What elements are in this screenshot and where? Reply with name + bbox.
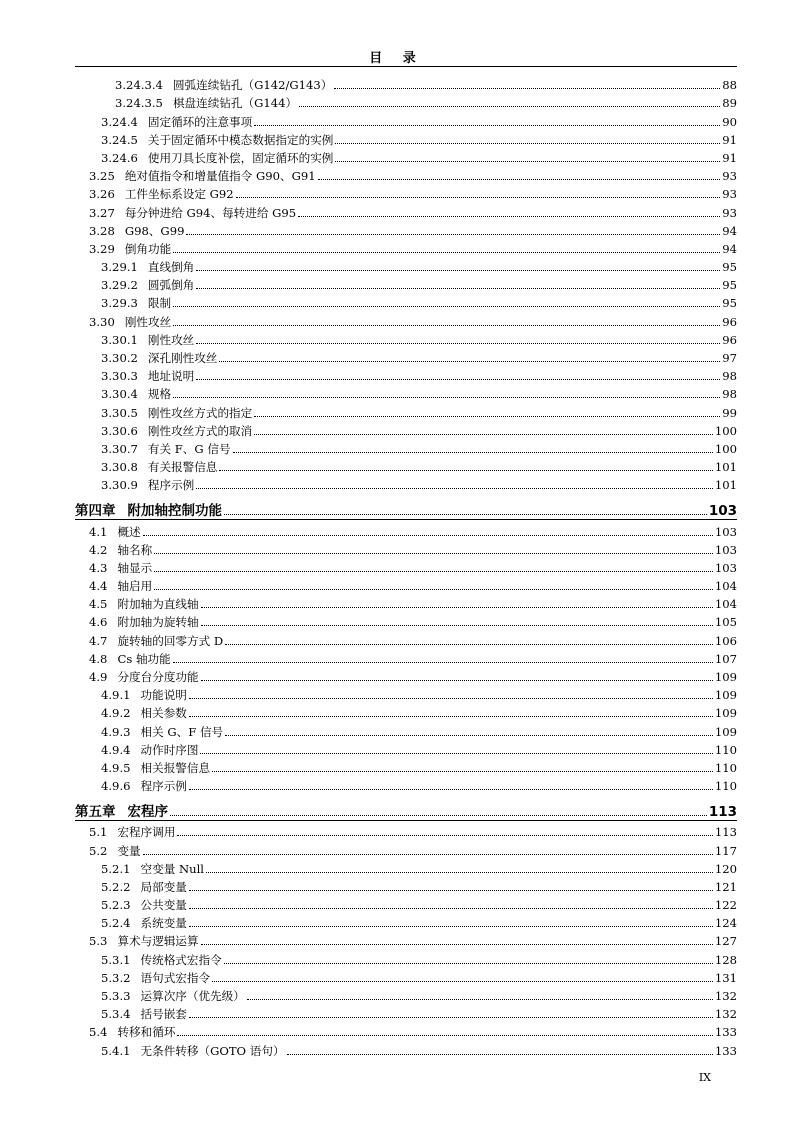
toc-entry-title: 轴名称 (117, 542, 153, 557)
toc-entry-number: 4.8 (89, 651, 108, 666)
dot-leader (143, 853, 713, 855)
toc-entry-page: 100 (714, 441, 737, 456)
toc-entry-title: 运算次序（优先级） (140, 989, 245, 1003)
toc-entry-number: 3.30.4 (101, 387, 138, 402)
toc-entry[interactable] (75, 629, 737, 647)
toc-entry[interactable] (75, 593, 737, 611)
toc-entry[interactable] (75, 147, 737, 165)
toc-entry-number: 3.29.2 (101, 278, 138, 293)
toc-entry-page: 132 (714, 1007, 737, 1022)
toc-entry-number: 第五章 (75, 804, 116, 821)
toc-entry-page: 97 (722, 351, 737, 365)
toc-entry-title: 功能说明 (140, 688, 187, 703)
toc-entry-page: 128 (714, 952, 737, 967)
toc-entry-number: 4.7 (89, 633, 108, 648)
toc-entry[interactable] (75, 684, 737, 702)
toc-entry[interactable] (75, 420, 737, 438)
toc-entry-number: 5.3.4 (101, 1007, 131, 1022)
dot-leader (225, 734, 713, 736)
toc-entry-title: 空变量 Null (140, 861, 204, 876)
toc-entry-number: 5.3.1 (101, 952, 131, 967)
toc-entry-page: 132 (714, 989, 737, 1003)
toc-entry-page: 113 (708, 804, 737, 821)
toc-entry-page: 93 (722, 187, 737, 202)
toc-entry[interactable] (75, 757, 737, 775)
toc-entry-number: 4.9.1 (101, 688, 131, 703)
toc-entry[interactable] (75, 456, 737, 474)
dot-leader (173, 324, 720, 326)
toc-entry-title: 倒角功能 (124, 241, 172, 256)
dot-leader (154, 570, 713, 572)
toc-entry-title: 语句式宏指令 (140, 970, 211, 985)
toc-entry-page: 99 (722, 405, 737, 420)
toc-entry[interactable] (75, 821, 737, 839)
dot-leader (154, 552, 713, 554)
toc-entry-page: 133 (714, 1043, 737, 1058)
toc-entry-number: 5.2.1 (101, 861, 131, 876)
toc-entry[interactable] (75, 948, 737, 966)
toc-entry-number: 3.29.1 (101, 260, 138, 275)
dot-leader (299, 105, 720, 107)
toc-entry[interactable] (75, 894, 737, 912)
toc-entry-number: 3.30.8 (101, 460, 138, 475)
toc-entry-title: 附加轴控制功能 (127, 503, 222, 520)
toc-entry-number: 3.24.6 (101, 150, 138, 165)
toc-entry-page: 122 (714, 898, 737, 913)
toc-entry-title: 轴显示 (117, 560, 153, 575)
toc-entry-page: 89 (722, 96, 737, 111)
dot-leader (318, 178, 721, 180)
toc-entry-page: 103 (714, 560, 737, 575)
toc-entry-page: 93 (722, 205, 737, 220)
dot-leader (196, 342, 720, 344)
toc-entry-number: 3.24.4 (101, 114, 138, 129)
toc-entry-page: 98 (722, 387, 737, 402)
toc-entry-page: 120 (714, 861, 737, 876)
toc-entry-number: 3.30 (89, 314, 115, 329)
toc-entry[interactable] (75, 292, 737, 310)
toc-entry-page: 90 (722, 114, 737, 129)
toc-entry-number: 4.5 (89, 597, 108, 612)
toc-entry[interactable] (75, 165, 737, 183)
toc-entry-title: 公共变量 (140, 898, 187, 913)
toc-entry-page: 117 (714, 843, 737, 858)
toc-entry[interactable] (75, 520, 737, 538)
toc-entry-title: 固定循环的注意事项 (147, 114, 253, 129)
dot-leader (335, 160, 720, 162)
toc-entry-number: 3.30.9 (101, 478, 138, 493)
toc-entry-title: 刚性攻丝方式的取消 (147, 423, 253, 438)
toc-entry-number: 3.30.5 (101, 405, 138, 420)
toc-entry-page: 109 (714, 724, 737, 739)
toc-entry-page: 127 (714, 934, 737, 949)
toc-entry-title: 变量 (117, 843, 141, 858)
toc-entry-title: 括号嵌套 (140, 1007, 187, 1022)
dot-leader (224, 962, 713, 964)
toc-entry-title: 圆弧连续钻孔（G142/G143） (172, 78, 333, 93)
toc-entry[interactable] (75, 912, 737, 930)
toc-entry-number: 5.2.2 (101, 879, 131, 894)
dot-leader (201, 624, 713, 626)
toc-entry-title: 分度台分度功能 (117, 670, 199, 684)
dot-leader (206, 871, 713, 873)
header-rule (75, 66, 737, 67)
toc-entry-title: 概述 (117, 524, 141, 539)
dot-leader (219, 469, 712, 471)
toc-entry-page: 133 (714, 1025, 737, 1040)
toc-entry-number: 3.30.2 (101, 351, 138, 365)
dot-leader (154, 588, 713, 590)
dot-leader (173, 661, 713, 663)
toc-entry-number: 4.9.5 (101, 760, 131, 775)
toc-entry-title: 相关参数 (140, 706, 187, 721)
toc-entry-title: 工件坐标系设定 G92 (124, 187, 234, 202)
toc-entry[interactable] (75, 347, 737, 365)
toc-entry-page: 104 (714, 597, 737, 612)
toc-entry-number: 4.1 (89, 524, 108, 539)
dot-leader (287, 1053, 713, 1055)
toc-entry[interactable] (75, 438, 737, 456)
toc-entry[interactable] (75, 1039, 737, 1057)
toc-entry-title: 传统格式宏指令 (140, 952, 222, 967)
toc-entry[interactable] (75, 876, 737, 894)
toc-entry-page: 124 (714, 916, 737, 931)
dot-leader (254, 433, 713, 435)
dot-leader (170, 814, 707, 816)
dot-leader (201, 606, 713, 608)
toc-entry-title: Cs 轴功能 (117, 651, 171, 666)
dot-leader (186, 233, 720, 235)
dot-leader (335, 142, 720, 144)
toc-entry-title: 宏程序调用 (117, 825, 176, 840)
toc-entry-title: 程序示例 (140, 779, 187, 794)
toc-entry-page: 104 (714, 579, 737, 594)
toc-entry-title: 算术与逻辑运算 (117, 934, 199, 949)
toc-entry-page: 101 (714, 460, 737, 475)
dot-leader (233, 451, 713, 453)
toc-entry-number: 4.9.2 (101, 706, 131, 721)
toc-entry-number: 4.9.3 (101, 724, 131, 739)
toc-entry[interactable] (75, 383, 737, 401)
toc-entry-number: 3.27 (89, 205, 115, 220)
toc-entry-title: 附加轴为直线轴 (117, 597, 199, 612)
toc-entry-page: 105 (714, 615, 737, 630)
toc-entry-page: 107 (714, 651, 737, 666)
toc-entry-title: 规格 (147, 387, 172, 402)
dot-leader (254, 124, 720, 126)
toc-entry-title: 程序示例 (147, 478, 195, 493)
toc-entry-title: 系统变量 (140, 916, 187, 931)
dot-leader (212, 770, 713, 772)
toc-entry-title: 刚性攻丝方式的指定 (147, 405, 253, 420)
toc-entry-title: 相关报警信息 (140, 760, 211, 775)
toc-entry[interactable] (75, 310, 737, 328)
toc-entry[interactable] (75, 238, 737, 256)
toc-entry-title: 圆弧倒角 (147, 278, 195, 293)
dot-leader (219, 360, 720, 362)
toc-entry-page: 95 (722, 296, 737, 311)
dot-leader (189, 788, 713, 790)
toc-entry[interactable] (75, 775, 737, 793)
toc-entry-number: 3.30.1 (101, 332, 138, 347)
dot-leader (200, 752, 712, 754)
toc-entry-title: 无条件转移（GOTO 语句） (140, 1043, 285, 1058)
toc-entry-title: 相关 G、F 信号 (140, 724, 224, 739)
dot-leader (254, 415, 720, 417)
toc-entry-title: 每分钟进给 G94、每转进给 G95 (124, 205, 297, 220)
toc-entry-page: 94 (722, 223, 737, 238)
toc-entry[interactable] (75, 575, 737, 593)
dot-leader (201, 679, 713, 681)
dot-leader (189, 715, 713, 717)
toc-entry-number: 5.3 (89, 934, 108, 949)
toc-entry-number: 3.24.5 (101, 132, 138, 147)
toc-entry-page: 94 (722, 241, 737, 256)
toc-entry-number: 4.6 (89, 615, 108, 630)
toc-entry[interactable] (75, 401, 737, 419)
toc-entry-title: 关于固定循环中模态数据指定的实例 (147, 132, 334, 147)
toc-entry[interactable] (75, 739, 737, 757)
toc-entry-title: 宏程序 (127, 804, 168, 821)
toc-entry-number: 3.24.3.4 (115, 78, 163, 93)
toc-entry-page: 110 (714, 742, 737, 757)
toc-entry-page: 103 (714, 542, 737, 557)
dot-leader (212, 980, 713, 982)
toc-entry-number: 5.3.3 (101, 989, 131, 1003)
toc-entry[interactable] (75, 967, 737, 985)
toc-entry[interactable] (75, 365, 737, 383)
toc-entry[interactable] (75, 611, 737, 629)
toc-entry[interactable] (75, 274, 737, 292)
toc-entry-page: 121 (714, 879, 737, 894)
toc-entry-number: 3.25 (89, 169, 115, 184)
toc-entry-number: 5.4.1 (101, 1043, 131, 1058)
toc-entry[interactable] (75, 666, 737, 684)
toc-entry-number: 4.9 (89, 670, 108, 684)
toc-entry[interactable] (75, 930, 737, 948)
toc-entry-number: 3.29 (89, 241, 115, 256)
dot-leader (189, 907, 713, 909)
toc-entry-page: 109 (714, 688, 737, 703)
toc-entry[interactable] (75, 985, 737, 1003)
toc-entry[interactable] (75, 720, 737, 738)
toc-entry-page: 113 (714, 825, 737, 840)
toc-entry-title: 刚性攻丝 (124, 314, 172, 329)
toc-entry-number: 3.30.3 (101, 369, 138, 384)
toc-entry-title: 地址说明 (147, 369, 195, 384)
toc-entry-number: 4.4 (89, 579, 108, 594)
dot-leader (143, 534, 713, 536)
toc-entry-number: 4.9.6 (101, 779, 131, 794)
toc-entry[interactable] (75, 201, 737, 219)
toc-chapter-entry[interactable] (75, 492, 737, 518)
toc-entry-page: 101 (714, 478, 737, 493)
toc-entry-title: 绝对值指令和增量值指令 G90、G91 (124, 169, 316, 184)
toc-entry-number: 5.2.4 (101, 916, 131, 931)
toc-entry-page: 109 (714, 706, 737, 721)
toc-entry-number: 4.9.4 (101, 742, 131, 757)
page-number: IX (698, 1071, 711, 1084)
dot-leader (225, 643, 713, 645)
dot-leader (334, 87, 720, 89)
toc-entry-number: 3.28 (89, 223, 115, 238)
toc-entry-number: 3.26 (89, 187, 115, 202)
toc-entry-number: 3.30.7 (101, 441, 138, 456)
toc-entry[interactable] (75, 110, 737, 128)
dot-leader (201, 943, 713, 945)
toc-entry-page: 95 (722, 260, 737, 275)
toc-entry-number: 5.2.3 (101, 898, 131, 913)
toc-entry-page: 91 (722, 150, 737, 165)
toc-entry[interactable] (75, 1003, 737, 1021)
toc-entry-number: 第四章 (75, 503, 116, 520)
toc-entry[interactable] (75, 74, 737, 92)
dot-leader (196, 287, 720, 289)
toc-entry-page: 96 (722, 314, 737, 329)
toc-entry-page: 88 (722, 78, 737, 93)
toc-entry-title: 直线倒角 (147, 260, 195, 275)
dot-leader (173, 251, 720, 253)
toc-entry-number: 4.2 (89, 542, 108, 557)
dot-leader (196, 378, 720, 380)
toc-entry-page: 98 (722, 369, 737, 384)
toc-entry-page: 100 (714, 423, 737, 438)
toc-entry[interactable] (75, 557, 737, 575)
toc-entry-number: 3.30.6 (101, 423, 138, 438)
toc-entry-title: 棋盘连续钻孔（G144） (172, 96, 298, 111)
dot-leader (196, 487, 713, 489)
table-of-contents (75, 74, 737, 1058)
toc-entry-title: 有关 F、G 信号 (147, 441, 231, 456)
toc-entry[interactable] (75, 183, 737, 201)
toc-entry[interactable] (75, 702, 737, 720)
toc-entry[interactable] (75, 256, 737, 274)
toc-entry-number: 4.3 (89, 560, 108, 575)
dot-leader (177, 834, 712, 836)
toc-entry-page: 110 (714, 760, 737, 775)
toc-entry-page: 95 (722, 278, 737, 293)
dot-leader (298, 215, 720, 217)
toc-entry-page: 93 (722, 169, 737, 184)
toc-chapter-entry[interactable] (75, 793, 737, 819)
toc-entry-number: 3.29.3 (101, 296, 138, 311)
dot-leader (189, 1016, 713, 1018)
dot-leader (189, 925, 713, 927)
toc-entry-title: 动作时序图 (140, 742, 199, 757)
toc-entry-number: 5.3.2 (101, 970, 131, 985)
dot-leader (247, 998, 713, 1000)
toc-entry[interactable] (75, 329, 737, 347)
dot-leader (224, 513, 707, 515)
toc-entry[interactable] (75, 92, 737, 110)
toc-entry-page: 109 (714, 670, 737, 684)
toc-entry[interactable] (75, 858, 737, 876)
toc-entry[interactable] (75, 474, 737, 492)
toc-entry[interactable] (75, 839, 737, 857)
toc-entry-title: 限制 (147, 296, 172, 311)
toc-entry-title: 使用刀具长度补偿，固定循环的实例 (147, 150, 334, 165)
dot-leader (236, 196, 721, 198)
toc-entry-title: 转移和循环 (117, 1025, 176, 1040)
page-header-title: 目 录 (369, 51, 424, 66)
toc-entry[interactable] (75, 539, 737, 557)
toc-entry-title: 旋转轴的回零方式 D (117, 633, 224, 648)
toc-entry-title: 轴启用 (117, 579, 153, 594)
toc-entry-title: 深孔刚性攻丝 (147, 351, 218, 365)
toc-entry-page: 91 (722, 132, 737, 147)
toc-entry-number: 3.24.3.5 (115, 96, 163, 111)
toc-entry-title: 有关报警信息 (147, 460, 218, 475)
dot-leader (196, 269, 720, 271)
toc-entry-page: 131 (714, 970, 737, 985)
toc-entry-page: 96 (722, 332, 737, 347)
toc-entry[interactable] (75, 648, 737, 666)
toc-entry[interactable] (75, 1021, 737, 1039)
toc-entry-page: 103 (714, 524, 737, 539)
toc-entry-page: 106 (714, 633, 737, 648)
toc-entry[interactable] (75, 220, 737, 238)
toc-entry-title: 局部变量 (140, 879, 187, 894)
toc-entry-page: 110 (714, 779, 737, 794)
toc-entry-title: 刚性攻丝 (147, 332, 195, 347)
toc-entry-page: 103 (708, 503, 737, 520)
toc-entry-number: 5.2 (89, 843, 108, 858)
dot-leader (189, 697, 713, 699)
dot-leader (177, 1034, 712, 1036)
dot-leader (173, 396, 720, 398)
toc-entry-number: 5.1 (89, 825, 108, 840)
toc-entry[interactable] (75, 129, 737, 147)
toc-entry-title: G98、G99 (124, 223, 185, 238)
toc-entry-number: 5.4 (89, 1025, 108, 1040)
toc-entry-title: 附加轴为旋转轴 (117, 615, 199, 630)
dot-leader (173, 305, 720, 307)
dot-leader (189, 889, 713, 891)
